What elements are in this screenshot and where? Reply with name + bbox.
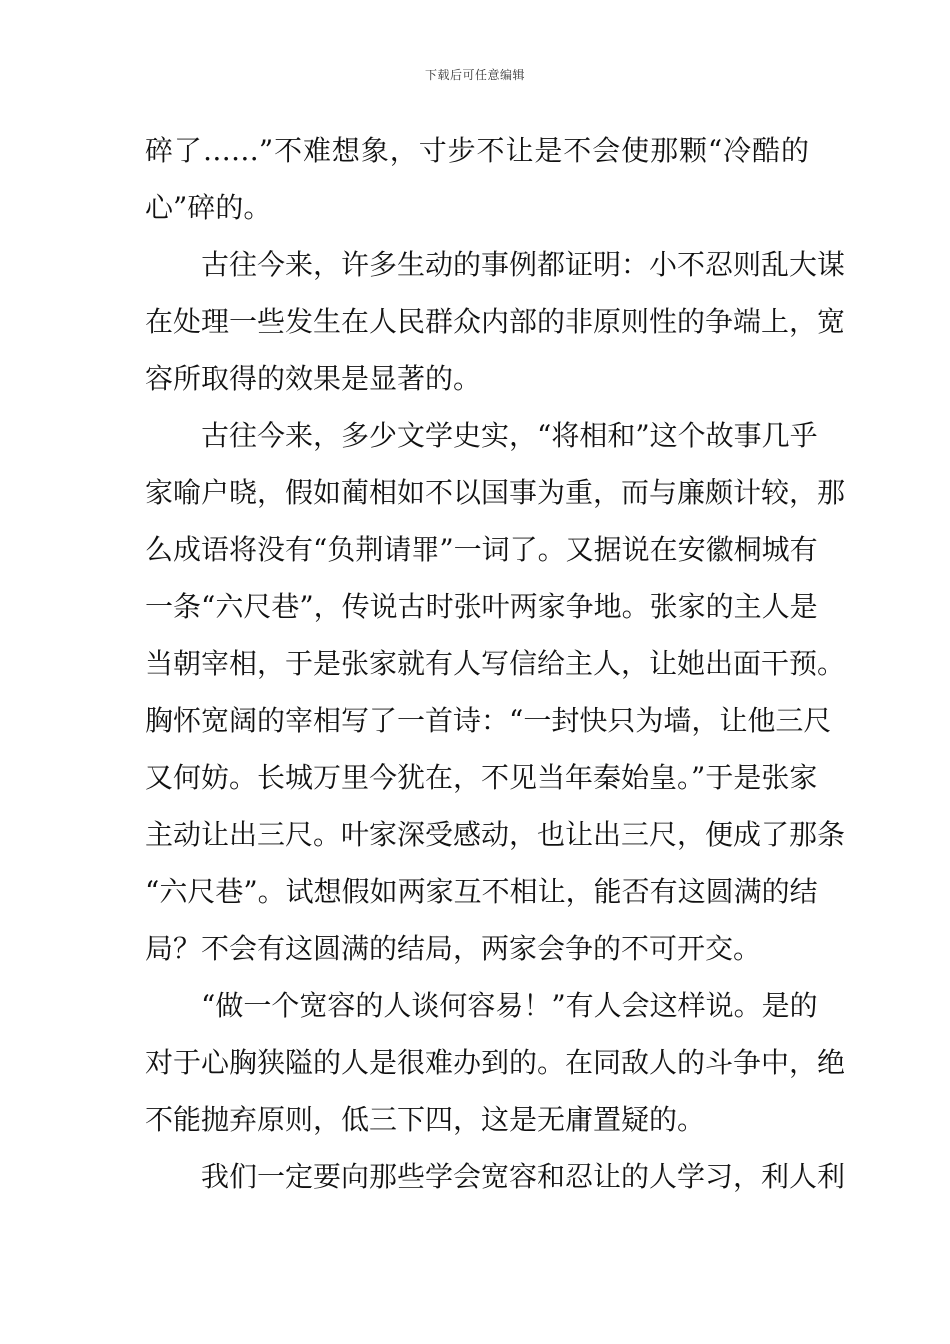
text-line: 家喻户晓，假如蔺相如不以国事为重，而与廉颇计较，那 (145, 476, 846, 509)
text-line: 古往今来，多少文学史实，“将相和”这个故事几乎 (201, 419, 818, 452)
text-line: “六尺巷”。试想假如两家互不相让，能否有这圆满的结 (145, 875, 818, 908)
text-line: 在处理一些发生在人民群众内部的非原则性的争端上，宽 (145, 305, 846, 338)
text-line: 对于心胸狭隘的人是很难办到的。在同敌人的斗争中，绝 (145, 1046, 846, 1079)
text-line: 主动让出三尺。叶家深受感动，也让出三尺，便成了那条 (145, 818, 846, 851)
text-line: 局？不会有这圆满的结局，两家会争的不可开交。 (145, 932, 762, 965)
text-line: 心”碎的。 (145, 191, 272, 224)
text-line: 又何妨。长城万里今犹在，不见当年秦始皇。”于是张家 (145, 761, 818, 794)
text-line: 碎了……”不难想象，寸步不让是不会使那颗“冷酷的 (145, 134, 809, 167)
text-line: 当朝宰相，于是张家就有人写信给主人，让她出面干预。 (145, 647, 846, 680)
text-line: 不能抛弃原则，低三下四，这是无庸置疑的。 (145, 1103, 706, 1136)
text-line: 胸怀宽阔的宰相写了一首诗：“一封快只为墙，让他三尺 (145, 704, 832, 737)
text-line: 么成语将没有“负荆请罪”一词了。又据说在安徽桐城有 (145, 533, 818, 566)
text-line: “做一个宽容的人谈何容易！”有人会这样说。是的 (201, 989, 818, 1022)
text-line: 容所取得的效果是显著的。 (145, 362, 482, 395)
text-line: 我们一定要向那些学会宽容和忍让的人学习，利人利 (201, 1160, 846, 1193)
body-text (145, 122, 846, 1205)
text-line: 古往今来，许多生动的事例都证明：小不忍则乱大谋 (201, 248, 846, 281)
page-header: 下载后可任意编辑 (424, 68, 525, 82)
text-line: 一条“六尺巷”，传说古时张叶两家争地。张家的主人是 (145, 590, 818, 623)
